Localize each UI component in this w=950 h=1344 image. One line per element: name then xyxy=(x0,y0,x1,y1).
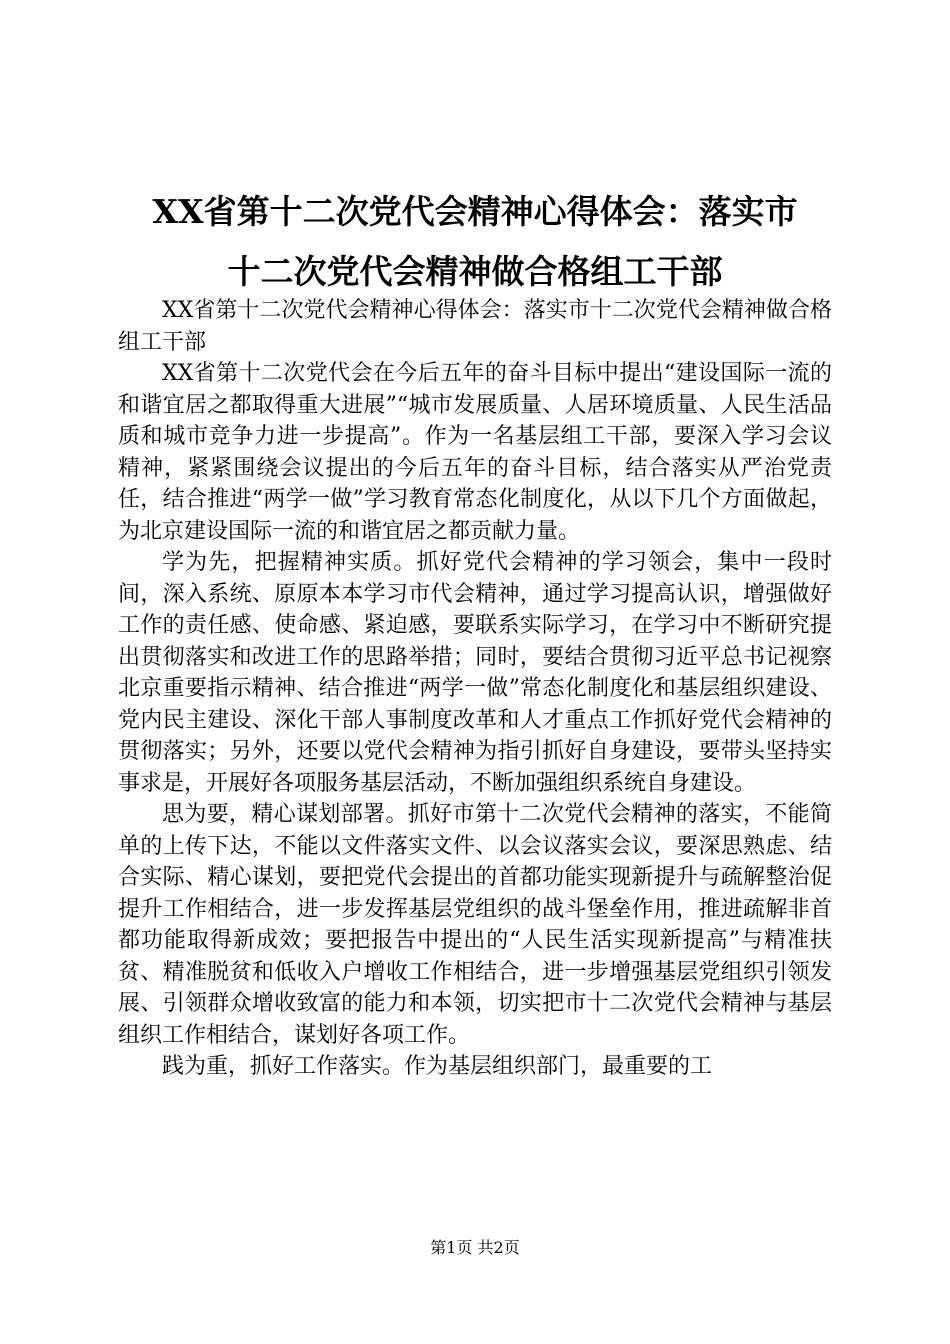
page-number-footer: 第1页 共2页 xyxy=(430,1238,520,1257)
paragraph-planning: 思为要，精心谋划部署。抓好市第十二次党代会精神的落实，不能简单的上传下达，不能以文件落实文件、以会议落实会议，要深思熟虑、结合实际、精心谋划，要把党代会提出的首都功能实现新提升与疏解整治促提升工作相结合，进一步发挥基层党组织的战斗堡垒作用，推进疏解非首都功能取得新成效；要把报告中提出的“人民生活实现新提高”与精准扶贫、精准脱贫和低收入户增收工作相结合，进一步增强基层党组织引领发展、引领群众增收致富的能力和本领，切实把市十二次党代会精神与基层组织工作相结合，谋划好各项工作。 xyxy=(118,802,832,1048)
document-body xyxy=(118,295,832,1083)
document-title-line-2: 十二次党代会精神做合格组工干部 xyxy=(227,252,723,291)
document-title-line-1: XX省第十二次党代会精神心得体会：落实市 xyxy=(152,192,798,231)
paragraph-intro: XX省第十二次党代会在今后五年的奋斗目标中提出“建设国际一流的和谐宜居之都取得重大进展”“城市发展质量、人居环境质量、人民生活品质和城市竞争力进一步提高”。作为一名基层组工干部，要深入学习会议精神，紧紧围绕会议提出的今后五年的奋斗目标，结合落实从严治党责任，结合推进“两学一做”学习教育常态化制度化，从以下几个方面做起，为北京建设国际一流的和谐宜居之都贡献力量。 xyxy=(118,361,832,544)
paragraph-heading-repeat: XX省第十二次党代会精神心得体会：落实市十二次党代会精神做合格组工干部 xyxy=(118,298,832,355)
paragraph-practice: 践为重，抓好工作落实。作为基层组织部门，最重要的工 xyxy=(162,1054,713,1079)
paragraph-study: 学为先，把握精神实质。抓好党代会精神的学习领会，集中一段时间，深入系统、原原本本学习市代会精神，通过学习提高认识，增强做好工作的责任感、使命感、紧迫感，要联系实际学习，在学习中不断研究提出贯彻落实和改进工作的思路举措；同时，要结合贯彻习近平总书记视察北京重要指示精神、结合推进“两学一做”常态化制度化和基层组织建设、党内民主建设、深化干部人事制度改革和人才重点工作抓好党代会精神的贯彻落实；另外，还要以党代会精神为指引抓好自身建设，要带头坚持实事求是，开展好各项服务基层活动，不断加强组织系统自身建设。 xyxy=(118,550,832,796)
